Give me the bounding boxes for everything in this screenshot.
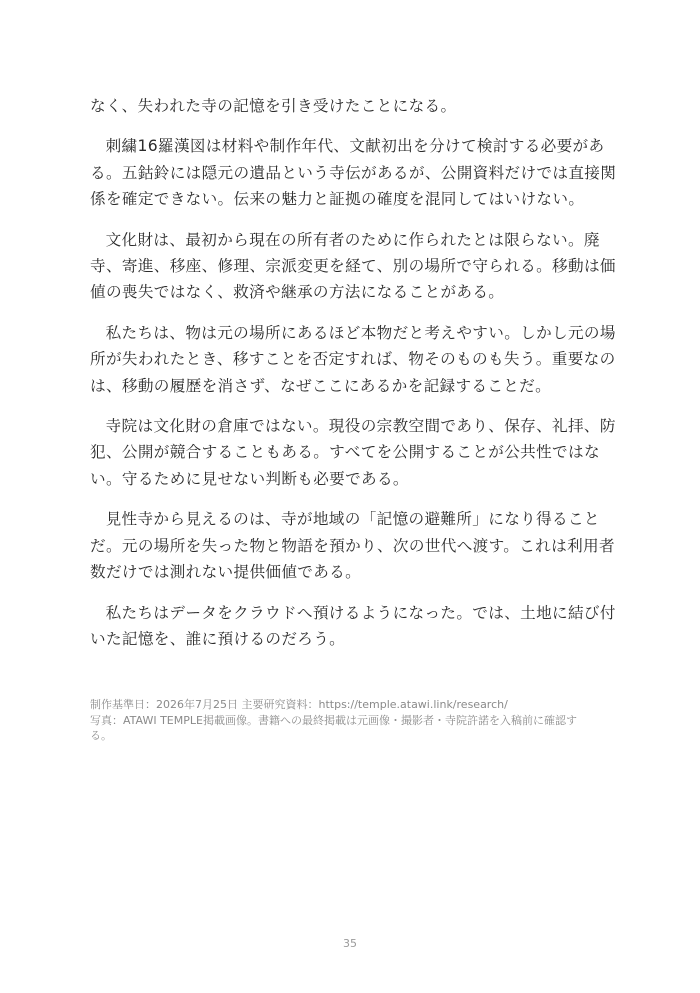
paragraph-cultural-property: 文化財は、最初から現在の所有者のために作られたとは限らない。廃寺、寄進、移座、修理、宗派変更を経て、別の場所で守られる。移動は価値の喪失ではなく、救済や継承の方法になることがある。 bbox=[90, 230, 616, 302]
paragraph-rakan-embroidery: 刺繍16羅漢図は材料や制作年代、文献初出を分けて検討する必要がある。五鈷鈴には隠元の遺品という寺伝があるが、公開資料だけでは直接関係を確定できない。伝来の魅力と証拠の確度を混同してはいけない。 bbox=[90, 137, 617, 209]
paragraph-closing: 私たちはデータをクラウドへ預けるようになった。では、土地に結び付いた記憶を、誰に預けるのだろう。 bbox=[90, 603, 616, 648]
paragraph-original-place: 私たちは、物は元の場所にあるほど本物だと考えやすい。しかし元の場所が失われたとき、移すことを否定すれば、物そのものも失う。重要なのは、移動の履歴を消さず、なぜここにあるかを記録することだ。 bbox=[90, 323, 616, 395]
page-number: 35 bbox=[343, 937, 357, 950]
paragraph-continuation: なく、失われた寺の記憶を引き受けたことになる。 bbox=[90, 97, 457, 115]
body-text bbox=[90, 93, 618, 666]
paragraph-temple-role: 寺院は文化財の倉庫ではない。現役の宗教空間であり、保存、礼拝、防犯、公開が競合することもある。すべてを公開することが公共性ではない。守るために見せない判断も必要である。 bbox=[90, 417, 616, 488]
paragraph-kenshoji: 見性寺から見えるのは、寺が地域の「記憶の避難所」になり得ることだ。元の場所を失った物と物語を預かり、次の世代へ渡す。これは利用者数だけでは測れない提供価値である。 bbox=[90, 510, 615, 582]
source-notes bbox=[90, 697, 590, 744]
source-note-photo: 写真：ATAWI TEMPLE掲載画像。書籍への最終掲載は元画像・撮影者・寺院許諾を入稿前に確認する。 bbox=[90, 713, 577, 742]
source-note-reference: 制作基準日：2026年7月25日 主要研究資料：https://temple.atawi.link/research/ bbox=[90, 698, 508, 711]
